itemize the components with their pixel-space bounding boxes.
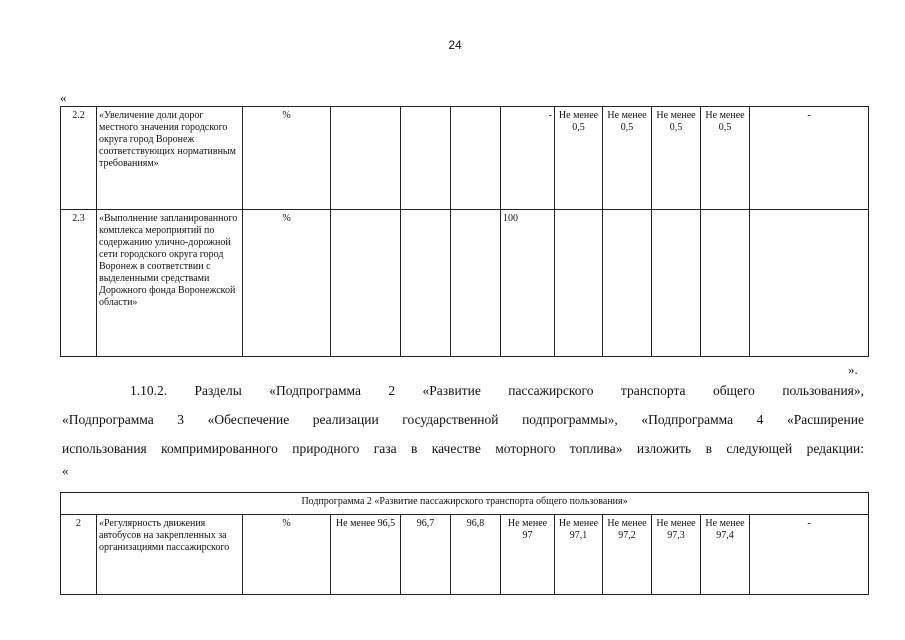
value-cell [331, 210, 401, 357]
value-cell: 96,8 [451, 515, 501, 595]
value-cell [451, 210, 501, 357]
closing-quote: ». [848, 362, 858, 377]
value-cell [451, 107, 501, 210]
value-cell: - [501, 107, 555, 210]
indicators-table-2 [60, 492, 869, 595]
value-cell: Не менее 0,5 [603, 107, 652, 210]
value-cell: Не менее 0,5 [652, 107, 701, 210]
value-cell: Не менее 96,5 [331, 515, 401, 595]
amendment-paragraph [62, 376, 864, 463]
value-cell: Не менее 97 [501, 515, 555, 595]
value-cell: - [750, 515, 869, 595]
unit-cell: % [243, 210, 331, 357]
value-cell: Не менее 97,3 [652, 515, 701, 595]
value-cell: Не менее 0,5 [701, 107, 750, 210]
paragraph-line: 1.10.2. Разделы «Подпрограмма 2 «Развитие пассажирского транспорта общего пользования», [130, 383, 864, 398]
value-cell: 96,7 [401, 515, 451, 595]
table-row [61, 210, 869, 357]
opening-quote-bottom: « [62, 463, 69, 478]
value-cell: 100 [501, 210, 555, 357]
unit-cell: % [243, 515, 331, 595]
value-cell [401, 107, 451, 210]
value-cell [401, 210, 451, 357]
row-number: 2 [61, 515, 97, 595]
value-cell: Не менее 0,5 [555, 107, 603, 210]
value-cell [701, 210, 750, 357]
row-number: 2.2 [61, 107, 97, 210]
indicator-name: «Увеличение доли дорог местного значения городского округа город Воронеж соответствующих нормативным требованиям» [97, 107, 243, 210]
value-cell: Не менее 97,4 [701, 515, 750, 595]
paragraph-line: «Подпрограмма 3 «Обеспечение реализации государственной подпрограммы», «Подпрограмма 4 «Расширение [62, 412, 864, 427]
value-cell [750, 210, 869, 357]
value-cell: Не менее 97,2 [603, 515, 652, 595]
indicators-table-1 [60, 106, 869, 357]
value-cell [331, 107, 401, 210]
row-number: 2.3 [61, 210, 97, 357]
value-cell [652, 210, 701, 357]
value-cell: - [750, 107, 869, 210]
unit-cell: % [243, 107, 331, 210]
subprogram-header: Подпрограмма 2 «Развитие пассажирского транспорта общего пользования» [61, 493, 869, 515]
indicator-name: «Выполнение запланированного комплекса мероприятий по содержанию улично-дорожной сети городского округа город Воронеж в соответствии с выделенными средствами Дорожного фонда Воронежской области» [97, 210, 243, 357]
indicator-name: «Регулярность движения автобусов на закрепленных за организациями пассажирского [97, 515, 243, 595]
subprogram-header-row [61, 493, 869, 515]
value-cell [603, 210, 652, 357]
opening-quote-top: « [60, 90, 67, 105]
page-number: 24 [448, 38, 462, 52]
table-row [61, 107, 869, 210]
value-cell [555, 210, 603, 357]
paragraph-line: использования компримированного природного газа в качестве моторного топлива» изложить в следующей редакции: [62, 441, 864, 456]
value-cell: Не менее 97,1 [555, 515, 603, 595]
table-row [61, 515, 869, 595]
